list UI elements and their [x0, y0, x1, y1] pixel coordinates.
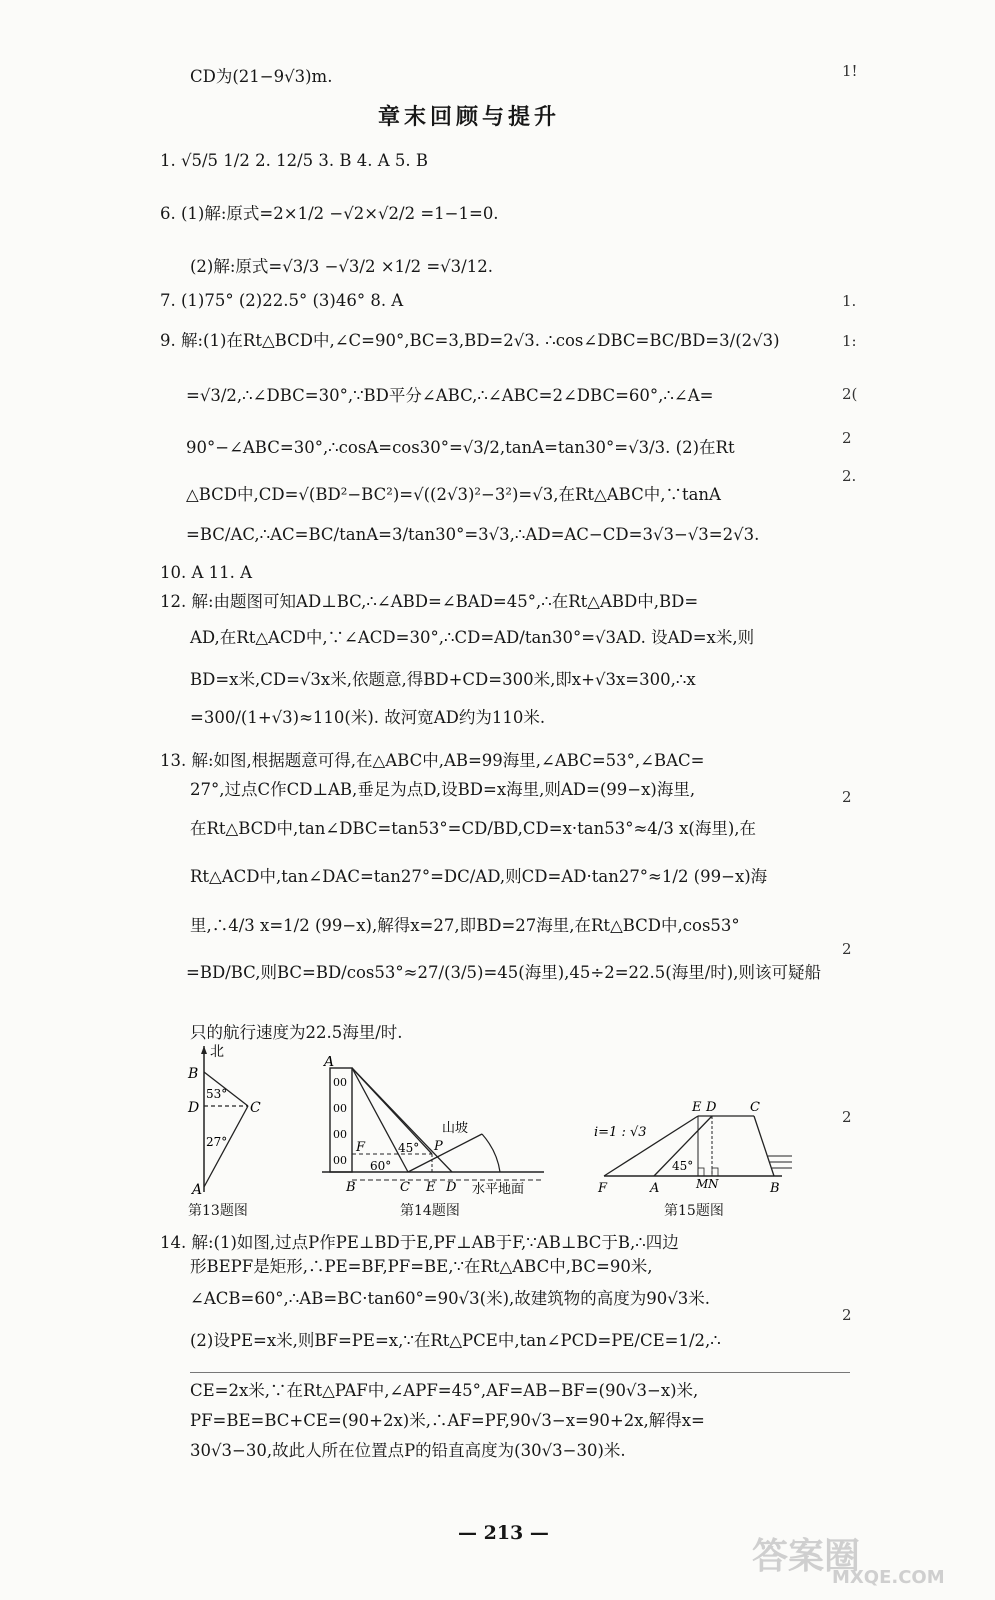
line-12: AD,在Rt△ACD中,∵∠ACD=30°,∴CD=AD/tan30°=√3AD. 设AD=x米,则 [190, 628, 755, 647]
line-15: 13. 解:如图,根据题意可得,在△ABC中,AB=99海里,∠ABC=53°,∠BAC= [160, 751, 705, 770]
margin-mark: 1. [842, 292, 857, 310]
window-4: 00 [333, 1154, 347, 1167]
label-B: B [346, 1180, 356, 1195]
label-E: E [426, 1180, 436, 1195]
line-22: 14. 解:(1)如图,过点P作PE⊥BD于E,PF⊥AB于F,∵AB⊥BC于B,∴四边 [160, 1233, 679, 1252]
line-4: 7. (1)75° (2)22.5° (3)46° 8. A [160, 291, 404, 310]
ground-label: 水平地面 [472, 1182, 525, 1196]
line-1: 1. √5/5 1/2 2. 12/5 3. B 4. A 5. B [160, 151, 429, 170]
angle-45: 45° [398, 1141, 420, 1155]
margin-mark: 2 [842, 940, 852, 958]
line-0: CD为(21−9√3)m. [190, 67, 333, 86]
angle-60: 60° [370, 1159, 392, 1173]
line-8: △BCD中,CD=√(BD²−BC²)=√((2√3)²−3²)=√3,在Rt△ABC中,∵tanA [186, 485, 721, 504]
north-arrow-icon [201, 1046, 207, 1054]
watermark-url: MXQE.COM [832, 1567, 945, 1588]
margin-mark: 2 [842, 1108, 852, 1126]
margin-mark: 1! [842, 62, 858, 80]
slope-label: 山坡 [442, 1121, 469, 1136]
line-25: (2)设PE=x米,则BF=PE=x,∵在Rt△PCE中,tan∠PCD=PE/CE=1/2,∴ [190, 1331, 721, 1350]
margin-mark: 2. [842, 467, 857, 485]
line-3: (2)解:原式=√3/3 −√3/2 ×1/2 =√3/12. [190, 257, 493, 276]
line-13: BD=x米,CD=√3x米,依题意,得BD+CD=300米,即x+√3x=300,∴x [190, 670, 696, 689]
label-A: A [650, 1181, 660, 1196]
figure-14 [322, 1056, 552, 1196]
label-M: M [696, 1177, 709, 1191]
margin-mark: 2 [842, 788, 852, 806]
label-F: F [356, 1140, 366, 1155]
line-18: Rt△ACD中,tan∠DAC=tan27°=DC/AD,则CD=AD·tan27°≈1/2 (99−x)海 [190, 867, 768, 886]
line-6: =√3/2,∴∠DBC=30°,∵BD平分∠ABC,∴∠ABC=2∠DBC=60°,∴∠A= [186, 386, 714, 405]
caption-13: 第13题图 [188, 1203, 248, 1219]
figure-15 [592, 1096, 807, 1196]
line-20: =BD/BC,则BC=BD/cos53°≈27/(3/5)=45(海里),45÷2=22.5(海里/时),则该可疑船 [186, 963, 821, 982]
caption-15: 第15题图 [664, 1203, 724, 1219]
margin-mark: 2( [842, 385, 858, 403]
line-23: 形BEPF是矩形,∴PE=BF,PF=BE,∵在Rt△ABC中,BC=90米, [190, 1257, 653, 1276]
margin-mark: 2 [842, 1306, 852, 1324]
label-C: C [250, 1100, 261, 1116]
label-B: B [188, 1066, 199, 1082]
window-2: 00 [333, 1102, 347, 1115]
line-21: 只的航行速度为22.5海里/时. [190, 1023, 403, 1042]
line-9: =BC/AC,∴AC=BC/tanA=3/tan30°=3√3,∴AD=AC−CD=3√3−√3=2√3. [186, 525, 760, 544]
line-11: 12. 解:由题图可知AD⊥BC,∴∠ABD=∠BAD=45°,∴在Rt△ABD中,BD= [160, 592, 699, 611]
line-19: 里,∴4/3 x=1/2 (99−x),解得x=27,即BD=27海里,在Rt△BCD中,cos53° [190, 916, 740, 935]
line-27: PF=BE=BC+CE=(90+2x)米,∴AF=PF,90√3−x=90+2x,解得x= [190, 1411, 705, 1430]
watermark-logo: 答案圈 [752, 1536, 861, 1577]
line-17: 在Rt△BCD中,tan∠DBC=tan53°=CD/BD,CD=x·tan53°≈4/3 x(海里),在 [190, 819, 757, 838]
label-E: E [692, 1100, 702, 1115]
line-2: 6. (1)解:原式=2×1/2 −√2×√2/2 =1−1=0. [160, 204, 499, 223]
label-N: N [708, 1177, 719, 1191]
label-D: D [446, 1180, 457, 1195]
label-B: B [770, 1181, 780, 1196]
slope-ratio: i=1 : √3 [594, 1125, 647, 1140]
label-D: D [706, 1100, 717, 1115]
line-26: CE=2x米,∵在Rt△PAF中,∠APF=45°,AF=AB−BF=(90√3−x)米, [190, 1381, 699, 1400]
angle-27: 27° [206, 1135, 228, 1149]
line-16: 27°,过点C作CD⊥AB,垂足为点D,设BD=x海里,则AD=(99−x)海里, [190, 780, 696, 799]
label-A: A [324, 1056, 335, 1070]
label-D: D [188, 1100, 200, 1116]
label-C: C [750, 1100, 760, 1115]
divider [190, 1372, 850, 1373]
angle-45: 45° [672, 1159, 694, 1173]
label-P: P [434, 1139, 443, 1154]
margin-mark: 2 [842, 429, 852, 447]
page-number: — 213 — [458, 1522, 549, 1544]
window-3: 00 [333, 1128, 347, 1141]
line-24: ∠ACB=60°,∴AB=BC·tan60°=90√3(米),故建筑物的高度为90√3米. [190, 1289, 711, 1308]
margin-mark: 1: [842, 332, 857, 350]
line-10: 10. A 11. A [160, 563, 253, 582]
line-14: =300/(1+√3)≈110(米). 故河宽AD约为110米. [190, 708, 546, 727]
window-1: 00 [333, 1076, 347, 1089]
label-C: C [400, 1180, 410, 1195]
angle-53: 53° [206, 1087, 228, 1101]
line-5: 9. 解:(1)在Rt△BCD中,∠C=90°,BC=3,BD=2√3. ∴cos∠DBC=BC/BD=3/(2√3) [160, 331, 780, 350]
label-F: F [598, 1181, 608, 1196]
water-icon [768, 1156, 792, 1168]
section-title: 章末回顾与提升 [378, 105, 561, 130]
label-A: A [192, 1182, 203, 1197]
line-7: 90°−∠ABC=30°,∴cosA=cos30°=√3/2,tanA=tan30°=√3/3. (2)在Rt [186, 438, 735, 457]
caption-14: 第14题图 [400, 1203, 460, 1219]
figure-13 [180, 1042, 270, 1197]
line-28: 30√3−30,故此人所在位置点P的铅直高度为(30√3−30)米. [190, 1441, 626, 1460]
north-label: 北 [210, 1044, 224, 1060]
